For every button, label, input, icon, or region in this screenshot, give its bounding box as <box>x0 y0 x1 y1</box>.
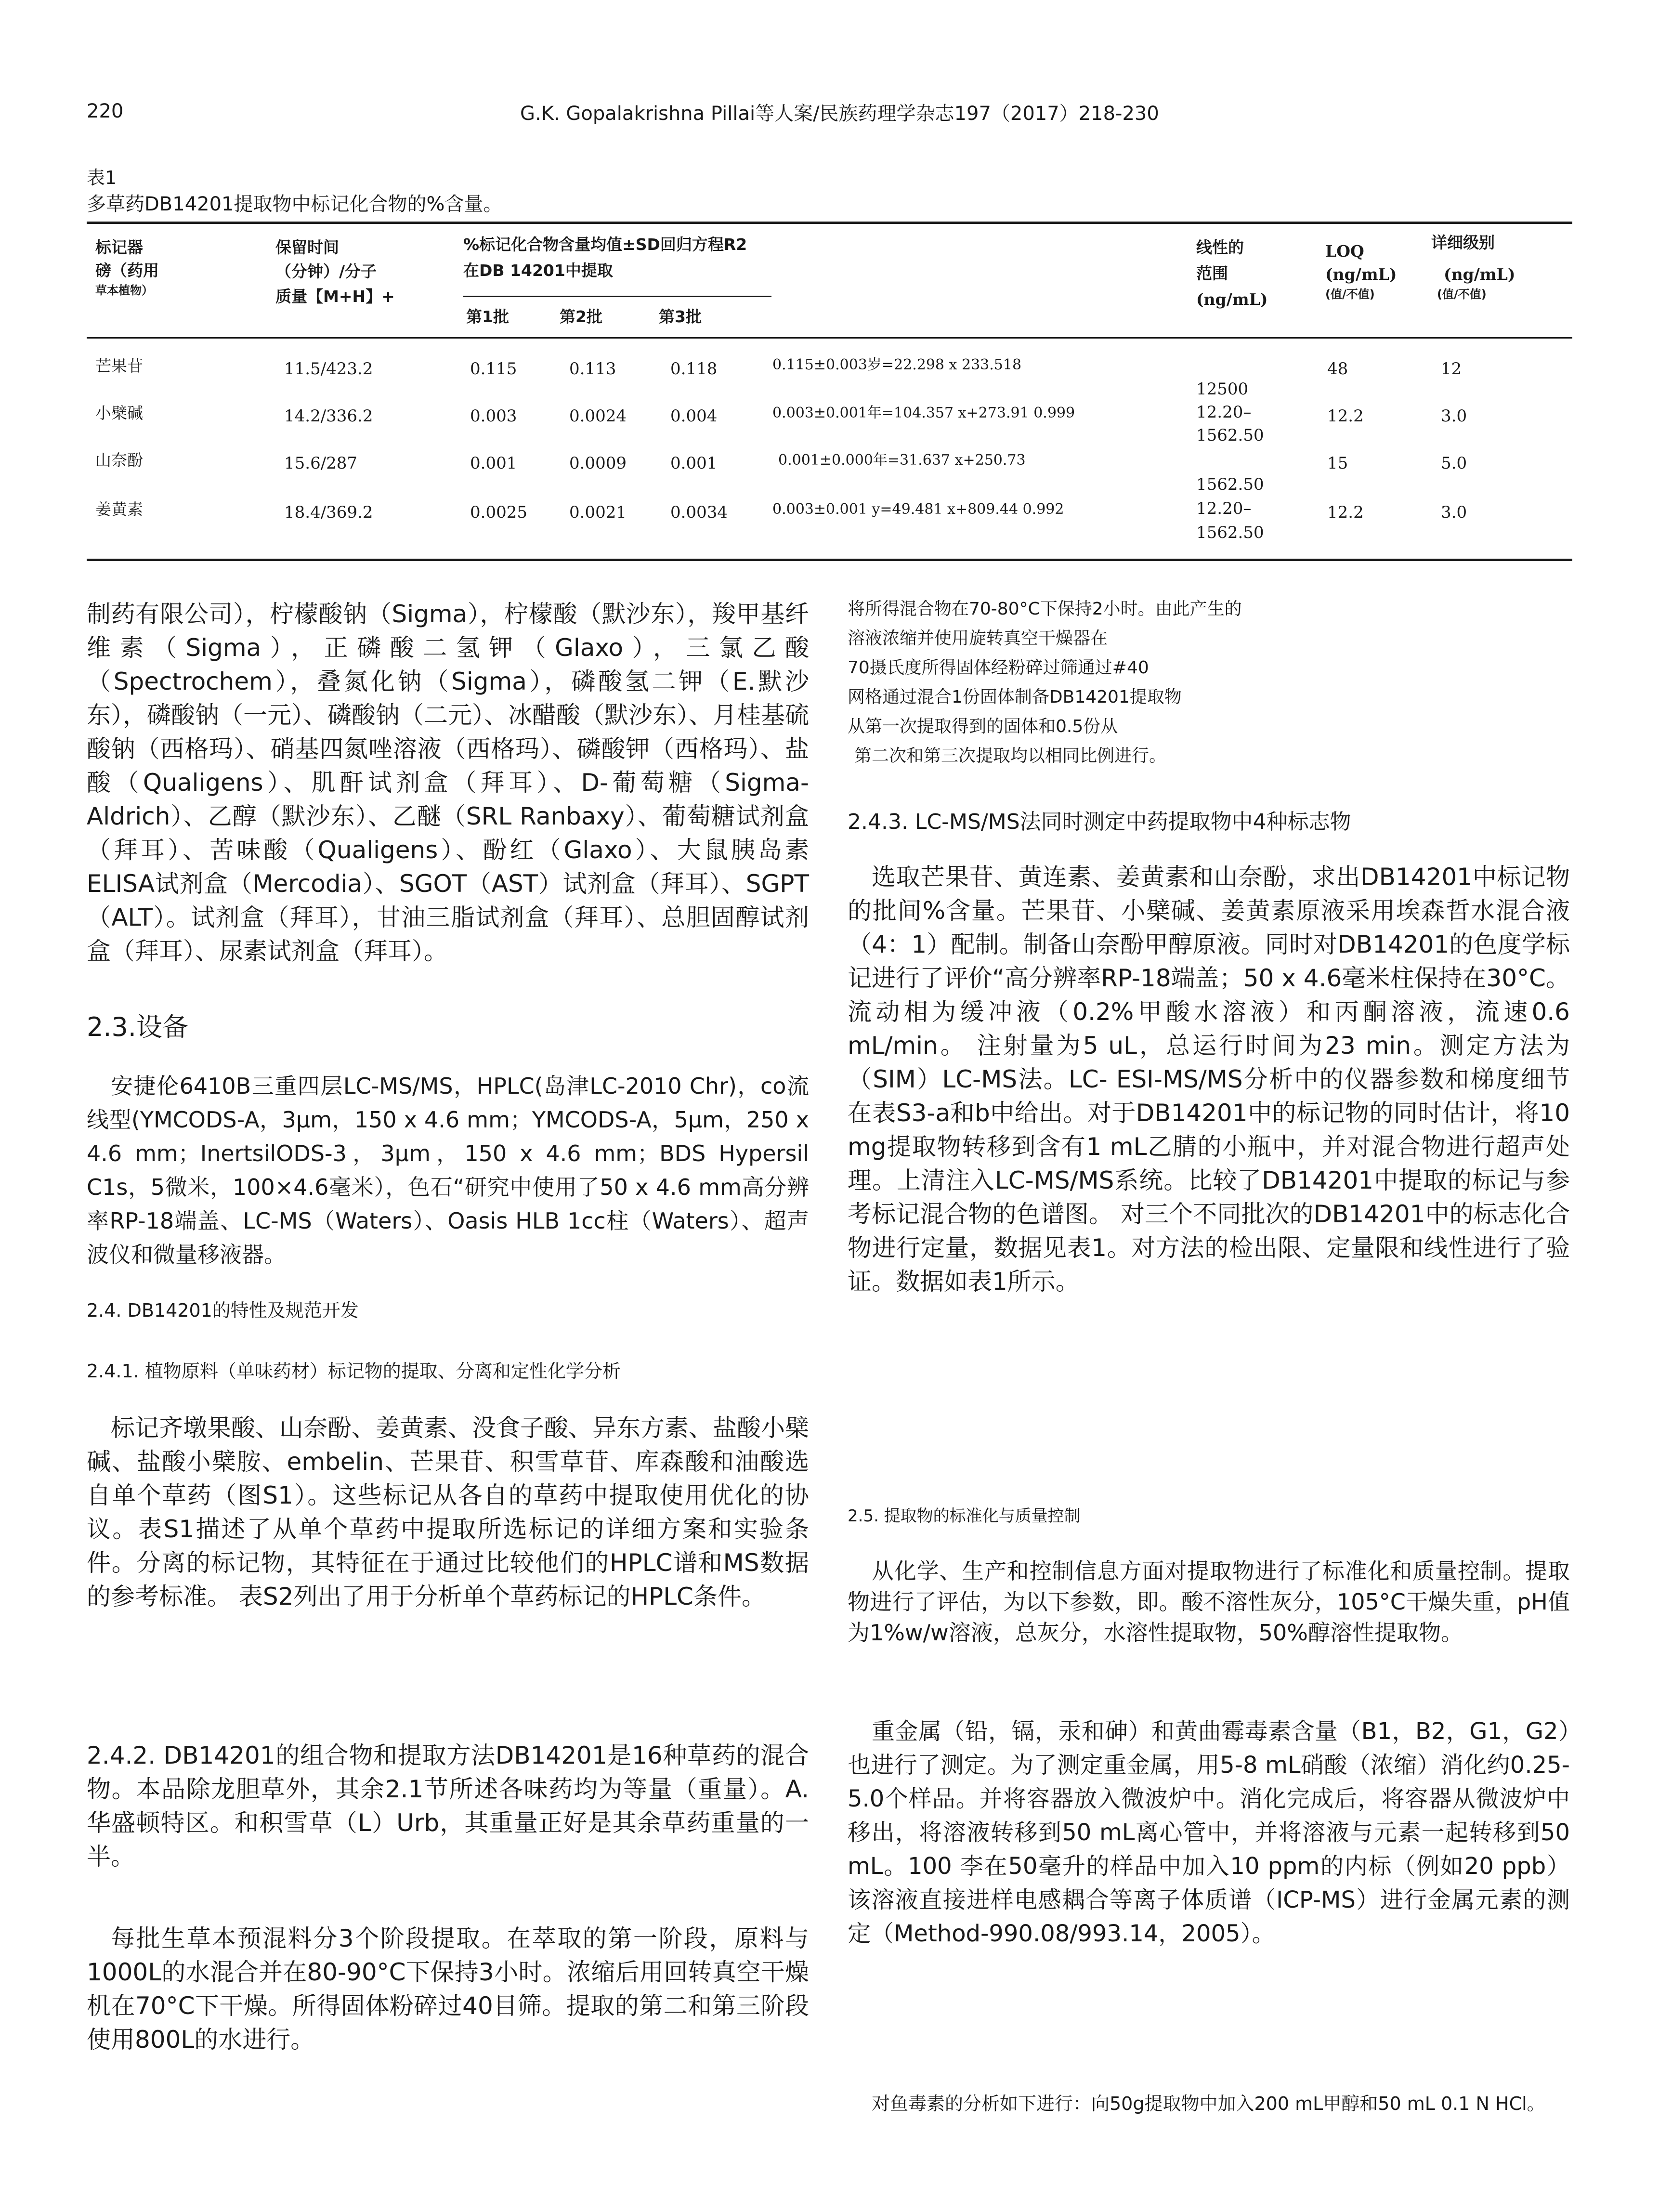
th-rt-3: 质量【M+H】+ <box>275 287 395 306</box>
standardization-paragraph: 从化学、生产和控制信息方面对提取物进行了标准化和质量控制。提取物进行了评估，为以下参数，即。酸不溶性灰分，105°C干燥失重，pH值为1%w/w溶液，总灰分，水溶性提取物，50%醇溶性提取物。 <box>848 1558 1570 1646</box>
cell-lod: 3.0 <box>1441 406 1467 426</box>
th-loq-1: LOQ <box>1325 242 1364 261</box>
cell-batch2: 0.0024 <box>569 406 627 426</box>
cell-range-1: 12.20– <box>1196 403 1252 422</box>
th-marker-1: 标记器 <box>95 238 143 257</box>
section-heading-2-5: 2.5. 提取物的标准化与质量控制 <box>848 1506 1081 1526</box>
cell-batch3: 0.118 <box>670 359 718 379</box>
text-line: 将所得混合物在70-80°C下保持2小时。由此产生的 <box>848 599 1242 619</box>
th-batch-1: 第1批 <box>466 307 509 326</box>
cell-range-top: 12500 <box>1196 380 1249 399</box>
cell-loq: 12.2 <box>1327 406 1364 426</box>
cell-batch3: 0.001 <box>670 454 718 473</box>
th-lod-3: (值/不值) <box>1437 288 1487 301</box>
section-heading-2-4-3: 2.4.3. LC-MS/MS法同时测定中药提取物中4种标志物 <box>848 810 1351 834</box>
th-batch-2: 第2批 <box>560 307 602 326</box>
cell-range-2: 1562.50 <box>1196 523 1264 542</box>
section-heading-2-4-1: 2.4.1. 植物原料（单味药材）标记物的提取、分离和定性化学分析 <box>87 1361 621 1382</box>
cell-rt-mass: 11.5/423.2 <box>284 359 373 379</box>
cell-equation: 0.001±0.000年=31.637 x+250.73 <box>778 452 1026 469</box>
table-header-rule <box>87 337 1572 339</box>
cell-loq: 48 <box>1327 359 1348 379</box>
cell-batch1: 0.003 <box>470 406 517 426</box>
cell-batch2: 0.0021 <box>569 503 627 522</box>
extraction-continued <box>848 594 1570 771</box>
table-bottom-rule <box>87 559 1572 561</box>
table-label: 表1 <box>87 167 117 188</box>
page-number: 220 <box>87 100 124 122</box>
th-batch-3: 第3批 <box>659 307 702 326</box>
aflatoxin-paragraph: 对鱼毒素的分析如下进行：向50g提取物中加入200 mL甲醇和50 mL 0.1 N HCl。 <box>872 2093 1545 2114</box>
text-line: 溶液浓缩并使用旋转真空干燥器在 <box>848 628 1108 648</box>
cell-batch1: 0.115 <box>470 359 517 379</box>
cell-rt-mass: 18.4/369.2 <box>284 503 373 522</box>
equipment-paragraph: 安捷伦6410B三重四层LC-MS/MS，HPLC(岛津LC-2010 Chr)，co流线型(YMCODS-A，3μm，150 x 4.6 mm；YMCODS-A，5μm，250 x 4.6 mm；InertsilODS-3，3μm，150 x 4.6 mm；BDS Hypersil C1s，5微米，100×4.6毫米），色石“研究中使用了50 x 4.6 mm高分辨率RP-18端盖、LC-MS（Waters）、Oasis HLB 1cc柱（Waters）、超声波仪和微量移液器。 <box>87 1073 809 1268</box>
cell-range-2: 1562.50 <box>1196 426 1264 445</box>
cell-batch2: 0.0009 <box>569 454 627 473</box>
cell-marker: 小檗碱 <box>95 404 143 422</box>
th-marker-2: 磅（药用 <box>95 261 159 280</box>
th-lod-2: (ng/mL) <box>1444 265 1515 284</box>
th-linear-2: 范围 <box>1196 264 1228 283</box>
th-content-1: %标记化合物含量均值±SD回归方程R2 <box>463 235 747 254</box>
heavy-metal-paragraph: 重金属（铅，镉，汞和砷）和黄曲霉毒素含量（B1，B2，G1，G2）也进行了测定。为了测定重金属，用5-8 mL硝酸（浓缩）消化约0.25-5.0个样品。并将容器放入微波炉中。消化完成后，将容器从微波炉中移出，将溶液转移到50 mL离心管中，并将溶液与元素一起转移到50 mL。100 李在50毫升的样品中加入10 ppm的内标（例如20 ppb） 该溶液直接进样电感耦合等离子体质谱（ICP-MS）进行金属元素的测定（Method-990.08/993.14，2005）。 <box>848 1718 1570 1947</box>
section-heading-equipment: 2.3.设备 <box>87 1012 189 1042</box>
cell-marker: 山奈酚 <box>95 451 143 470</box>
th-linear-3: (ng/mL) <box>1196 290 1268 309</box>
cell-loq: 15 <box>1327 454 1348 473</box>
cell-equation: 0.115±0.003岁=22.298 x 233.518 <box>772 356 1022 373</box>
cell-equation: 0.003±0.001年=104.357 x+273.91 0.999 <box>772 405 1075 421</box>
text-line: 从第一次提取得到的固体和0.5份从 <box>848 717 1118 736</box>
lcms-paragraph: 选取芒果苷、黄连素、姜黄素和山奈酚，求出DB14201中标记物的批间%含量。芒果苷、小檗碱、姜黄素原液采用埃森哲水混合液（4：1）配制。制备山奈酚甲醇原液。同时对DB14201的色度学标记进行了评价“高分辨率RP-18端盖；50 x 4.6毫米柱保持在30°C。流动相为缓冲液（0.2%甲酸水溶液）和丙酮溶液，流速0.6 mL/min。 注射量为5 uL，总运行时间为23 min。测定方法为（SIM）LC-MS法。LC- ESI-MS/MS分析中的仪器参数和梯度细节在表S3-a和b中给出。对于DB14201中的标记物的同时估计，将10 mg提取物转移到含有1 mL乙腈的小瓶中，并对混合物进行超声处理。上清注入LC-MS/MS系统。比较了DB14201中提取的标记与参考标记混合物的色谱图。 对三个不同批次的DB14201中的标志化合物进行定量，数据见表1。对方法的检出限、定量限和线性进行了验证。数据如表1所示。 <box>848 863 1570 1296</box>
section-heading-2-4: 2.4. DB14201的特性及规范开发 <box>87 1300 359 1321</box>
th-content-rule <box>463 296 771 297</box>
running-head: G.K. Gopalakrishna Pillai等人案/民族药理学杂志197（2017）218-230 <box>520 103 1159 125</box>
extraction-paragraph: 每批生草本预混料分3个阶段提取。在萃取的第一阶段，原料与1000L的水混合并在80-90°C下保持3小时。浓缩后用回转真空干燥机在70°C下干燥。所得固体粉碎过40目筛。提取的第二和第三阶段使用800L的水进行。 <box>87 1924 809 2054</box>
th-linear-1: 线性的 <box>1196 238 1244 257</box>
cell-batch2: 0.113 <box>569 359 616 379</box>
materials-paragraph: 制药有限公司），柠檬酸钠（Sigma），柠檬酸（默沙东），羧甲基纤维素（Sigma），正磷酸二氢钾（Glaxo），三氯乙酸（Spectrochem），叠氮化钠（Sigma），磷酸氢二钾（E.默沙东），磷酸钠（一元）、磷酸钠（二元）、冰醋酸（默沙东）、月桂基硫酸钠（西格玛）、硝基四氮唑溶液（西格玛）、磷酸钾（西格玛）、盐酸（Qualigens）、肌酐试剂盒（拜耳）、D-葡萄糖（Sigma-Aldrich）、乙醇（默沙东）、乙醚（SRL Ranbaxy）、葡萄糖试剂盒（拜耳）、苦味酸（Qualigens）、酚红（Glaxo）、大鼠胰岛素ELISA试剂盒（Mercodia）、SGOT（AST）试剂盒（拜耳）、SGPT（ALT）。试剂盒（拜耳），甘油三脂试剂盒（拜耳）、总胆固醇试剂盒（拜耳）、尿素试剂盒（拜耳）。 <box>87 600 809 965</box>
cell-lod: 3.0 <box>1441 503 1467 522</box>
text-line: 网格通过混合1份固体制备DB14201提取物 <box>848 687 1182 707</box>
table-top-rule <box>87 222 1572 224</box>
th-rt-1: 保留时间 <box>275 238 339 257</box>
table-caption: 多草药DB14201提取物中标记化合物的%含量。 <box>87 193 503 215</box>
th-lod-1: 详细级别 <box>1431 233 1495 252</box>
cell-rt-mass: 15.6/287 <box>284 454 358 473</box>
cell-lod: 12 <box>1441 359 1462 379</box>
cell-marker: 芒果苷 <box>95 356 143 375</box>
text-line: 第二次和第三次提取均以相同比例进行。 <box>854 746 1167 766</box>
cell-batch3: 0.004 <box>670 406 718 426</box>
markers-paragraph: 标记齐墩果酸、山奈酚、姜黄素、没食子酸、异东方素、盐酸小檗碱、盐酸小檗胺、embelin、芒果苷、积雪草苷、库森酸和油酸选自单个草药（图S1）。这些标记从各自的草药中提取使用优化的协议。表S1描述了从单个草药中提取所选标记的详细方案和实验条件。分离的标记物，其特征在于通过比较他们的HPLC谱和MS数据的参考标准。 表S2列出了用于分析单个草药标记的HPLC条件。 <box>87 1414 809 1610</box>
cell-lod: 5.0 <box>1441 454 1467 473</box>
cell-range-1: 12.20– <box>1196 499 1252 518</box>
cell-batch1: 0.0025 <box>470 503 527 522</box>
cell-batch1: 0.001 <box>470 454 517 473</box>
cell-range-top: 1562.50 <box>1196 475 1264 494</box>
text-line: 70摄氏度所得固体经粉碎过筛通过#40 <box>848 658 1149 678</box>
th-loq-3: (值/不值) <box>1325 288 1375 301</box>
th-content-2: 在DB 14201中提取 <box>463 261 613 280</box>
composition-paragraph: 2.4.2. DB14201的组合物和提取方法DB14201是16种草药的混合物。本品除龙胆草外，其余2.1节所述各味药均为等量（重量）。A.华盛顿特区。和积雪草（L）Urb，其重量正好是其余草药重量的一半。 <box>87 1741 809 1871</box>
th-marker-3: 草本植物） <box>95 284 153 297</box>
th-loq-2: (ng/mL) <box>1325 265 1397 284</box>
cell-equation: 0.003±0.001 y=49.481 x+809.44 0.992 <box>772 501 1064 518</box>
cell-rt-mass: 14.2/336.2 <box>284 406 373 426</box>
cell-loq: 12.2 <box>1327 503 1364 522</box>
cell-batch3: 0.0034 <box>670 503 728 522</box>
cell-marker: 姜黄素 <box>95 500 143 519</box>
th-rt-2: （分钟）/分子 <box>275 262 377 281</box>
